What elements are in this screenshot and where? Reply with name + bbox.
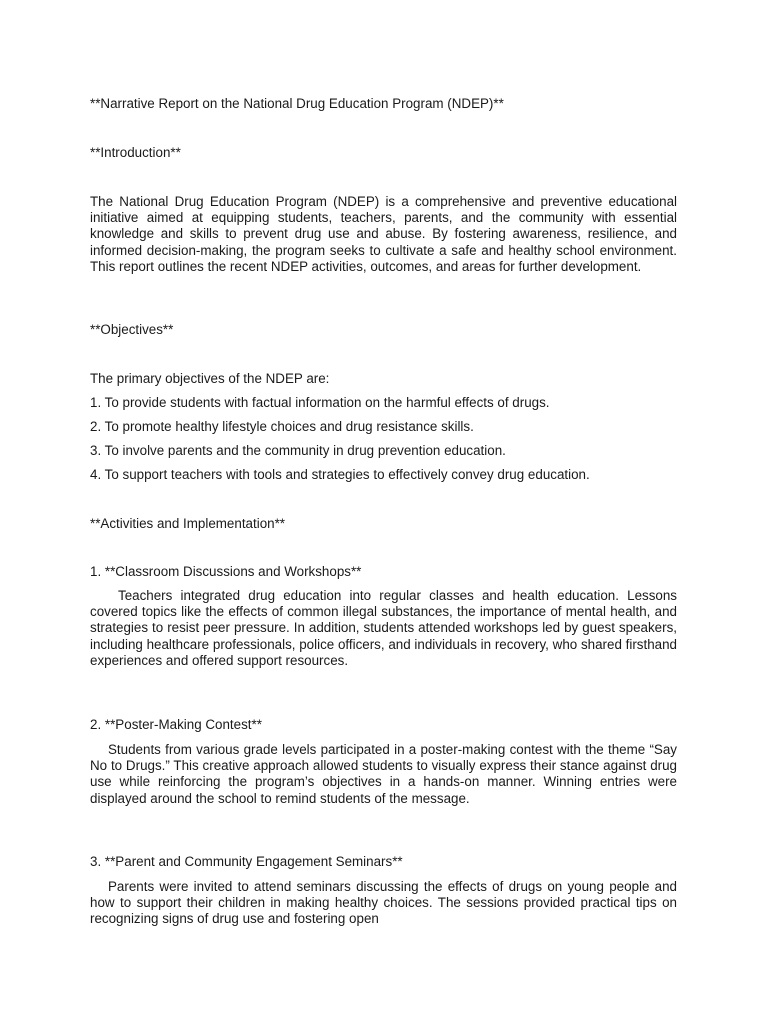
activity-2-paragraph: Students from various grade levels participated in a poster-making contest with the theme “Say No to Drugs.” This creative approach allowed students to visually express their stance against drug use while reinforcing the program’s objectives in a hands-on manner. Winning entries were displayed around the school to remind students of the message. [90,742,677,806]
introduction-paragraph: The National Drug Education Program (NDEP) is a comprehensive and preventive educational initiative aimed at equipping students, teachers, parents, and the community with essential knowledge and skills to prevent drug use and abuse. By fostering awareness, resilience, and informed decision-making, the program seeks to cultivate a safe and healthy school environment. This report outlines the recent NDEP activities, outcomes, and areas for further development. [90,194,677,274]
objectives-lead: The primary objectives of the NDEP are: [90,371,330,386]
objective-item-2: 2. To promote healthy lifestyle choices and drug resistance skills. [90,419,474,434]
activity-1-heading: 1. **Classroom Discussions and Workshops** [90,564,362,579]
activity-3-heading: 3. **Parent and Community Engagement Seminars** [90,854,403,869]
objectives-heading: **Objectives** [90,322,174,337]
document-title: **Narrative Report on the National Drug Education Program (NDEP)** [90,96,504,111]
objective-item-4: 4. To support teachers with tools and strategies to effectively convey drug education. [90,467,590,482]
introduction-heading: **Introduction** [90,145,181,160]
objective-item-1: 1. To provide students with factual information on the harmful effects of drugs. [90,395,550,410]
activity-2-heading: 2. **Poster-Making Contest** [90,717,262,732]
activities-heading: **Activities and Implementation** [90,516,286,531]
activity-3-paragraph: Parents were invited to attend seminars discussing the effects of drugs on young people and how to support their children in making healthy choices. The sessions provided practical tips on recognizing signs of drug use and fostering open [90,879,677,927]
objective-item-3: 3. To involve parents and the community in drug prevention education. [90,443,506,458]
activity-1-paragraph: Teachers integrated drug education into regular classes and health education. Lessons covered topics like the effects of common illegal substances, the importance of mental health, and strategies to resist peer pressure. In addition, students attended workshops led by guest speakers, including healthcare professionals, police officers, and individuals in recovery, who shared firsthand experiences and offered support resources. [90,588,677,668]
